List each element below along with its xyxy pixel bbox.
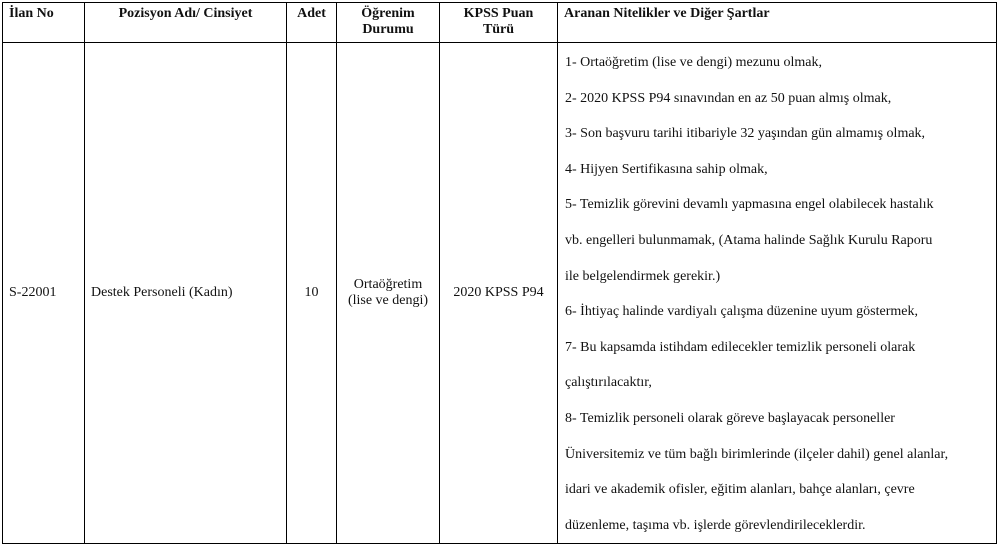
cell-ogrenim-line2: (lise ve dengi) <box>347 293 429 309</box>
header-nitelikler: Aranan Nitelikler ve Diğer Şartlar <box>558 3 997 43</box>
job-posting-table <box>2 2 997 544</box>
requirement-line: düzenleme, taşıma vb. işlerde görevlendirileceklerdir. <box>565 517 866 533</box>
table-row <box>3 43 997 544</box>
header-row <box>3 3 997 43</box>
requirement-line: 8- Temizlik personeli olarak göreve başlayacak personeller <box>565 410 895 426</box>
requirement-line: 6- İhtiyaç halinde vardiyalı çalışma düzenine uyum göstermek, <box>565 304 918 320</box>
requirement-line: çalıştırılacaktır, <box>565 375 652 391</box>
header-pozisyon: Pozisyon Adı/ Cinsiyet <box>85 3 287 43</box>
requirement-line: Üniversitemiz ve tüm bağlı birimlerinde (ilçeler dahil) genel alanlar, <box>565 446 949 462</box>
header-adet: Adet <box>287 3 337 43</box>
cell-adet: 10 <box>287 43 337 544</box>
header-ilan-no: İlan No <box>3 3 85 43</box>
cell-pozisyon: Destek Personeli (Kadın) <box>85 43 287 544</box>
header-ogrenim-line1: Öğrenim <box>361 6 415 21</box>
requirement-line: 7- Bu kapsamda istihdam edilecekler temizlik personeli olarak <box>565 339 916 355</box>
header-kpss-line1: KPSS Puan <box>463 6 534 21</box>
requirement-line: 5- Temizlik görevini devamlı yapmasına engel olabilecek hastalık <box>565 197 934 213</box>
requirement-line: 2- 2020 KPSS P94 sınavından en az 50 puan almış olmak, <box>565 90 892 106</box>
header-kpss-line2: Türü <box>482 22 515 37</box>
requirement-line: idari ve akademik ofisler, eğitim alanları, bahçe alanları, çevre <box>565 482 915 498</box>
cell-ogrenim-line1: Ortaöğretim <box>353 277 423 293</box>
requirement-line: 3- Son başvuru tarihi itibariyle 32 yaşından gün almamış olmak, <box>565 126 926 142</box>
cell-kpss: 2020 KPSS P94 <box>440 43 558 544</box>
requirement-line: 1- Ortaöğretim (lise ve dengi) mezunu olmak, <box>565 55 822 70</box>
requirement-line: vb. engelleri bulunmamak, (Atama halinde Sağlık Kurulu Raporu <box>565 232 933 248</box>
cell-ogrenim <box>337 43 440 544</box>
header-kpss <box>440 3 558 43</box>
cell-ilan-no: S-22001 <box>3 43 85 544</box>
header-ogrenim <box>337 3 440 43</box>
requirement-line: ile belgelendirmek gerekir.) <box>565 268 721 284</box>
requirement-line: 4- Hijyen Sertifikasına sahip olmak, <box>565 161 768 177</box>
requirements-list <box>558 45 996 543</box>
cell-nitelikler <box>558 43 997 544</box>
header-ogrenim-line2: Durumu <box>362 22 414 37</box>
